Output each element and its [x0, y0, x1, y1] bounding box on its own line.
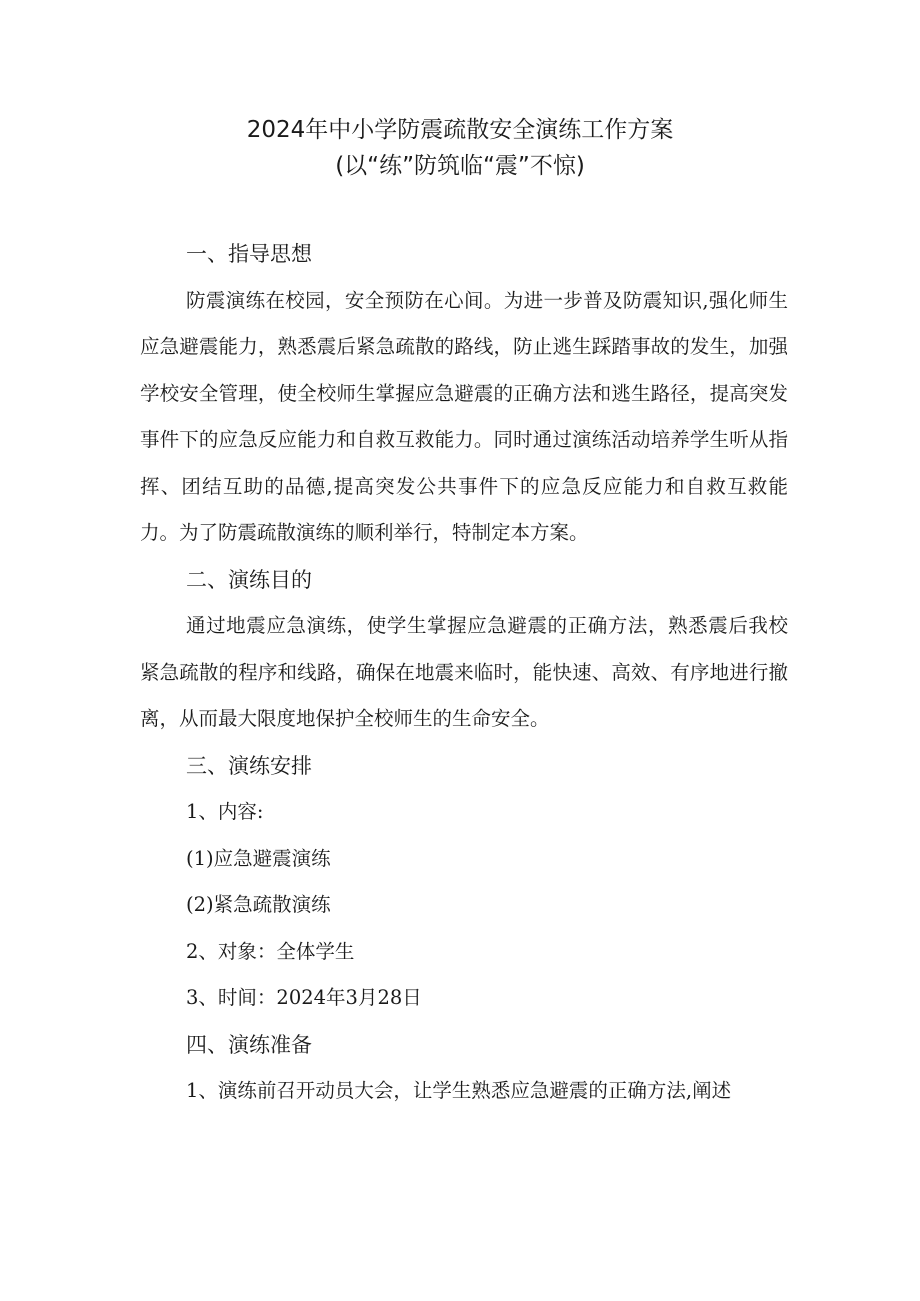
document-body [140, 231, 788, 1115]
document-title: 2024年中小学防震疏散安全演练工作方案 [246, 117, 674, 143]
list-item-emergency-shelter-drill: (1)应急避震演练 [186, 846, 331, 870]
section-paragraph-drill-preparation: 1、演练前召开动员大会，让学生熟悉应急避震的正确方法,阐述 [186, 1079, 732, 1102]
section-heading-drill-arrangement: 三、演练安排 [186, 753, 312, 778]
section-heading-guiding-ideology: 一、指导思想 [186, 242, 312, 266]
document-subtitle: (以“练”防筑临“震”不惊) [335, 153, 585, 179]
list-item-evacuation-drill: (2)紧急疏散演练 [186, 893, 331, 916]
list-item-content: 1、内容: [186, 800, 264, 823]
section-heading-drill-purpose: 二、演练目的 [186, 567, 312, 592]
section-heading-drill-preparation: 四、演练准备 [186, 1032, 312, 1057]
section-paragraph-drill-purpose: 通过地震应急演练，使学生掌握应急避震的正确方法，熟悉震后我校紧急疏散的程序和线路，确保在地震来临时，能快速、高效、有序地进行撤离，从而最大限度地保护全校师生的生命安全。 [140, 614, 788, 730]
list-item-participants: 2、对象：全体学生 [186, 939, 355, 963]
section-paragraph-guiding-ideology: 防震演练在校园，安全预防在心间。为进一步普及防震知识,强化师生应急避震能力，熟悉震后紧急疏散的路线，防止逃生踩踏事故的发生，加强学校安全管理，使全校师生掌握应急避震的正确方法和逃生路径，提高突发事件下的应急反应能力和自救互救能力。同时通过演练活动培养学生听从指挥、团结互助的品德,提高突发公共事件下的应急反应能力和自救互救能力。为了防震疏散演练的顺利举行，特制定本方案。 [140, 288, 788, 544]
list-item-date: 3、时间：2024年3月28日 [186, 986, 422, 1009]
